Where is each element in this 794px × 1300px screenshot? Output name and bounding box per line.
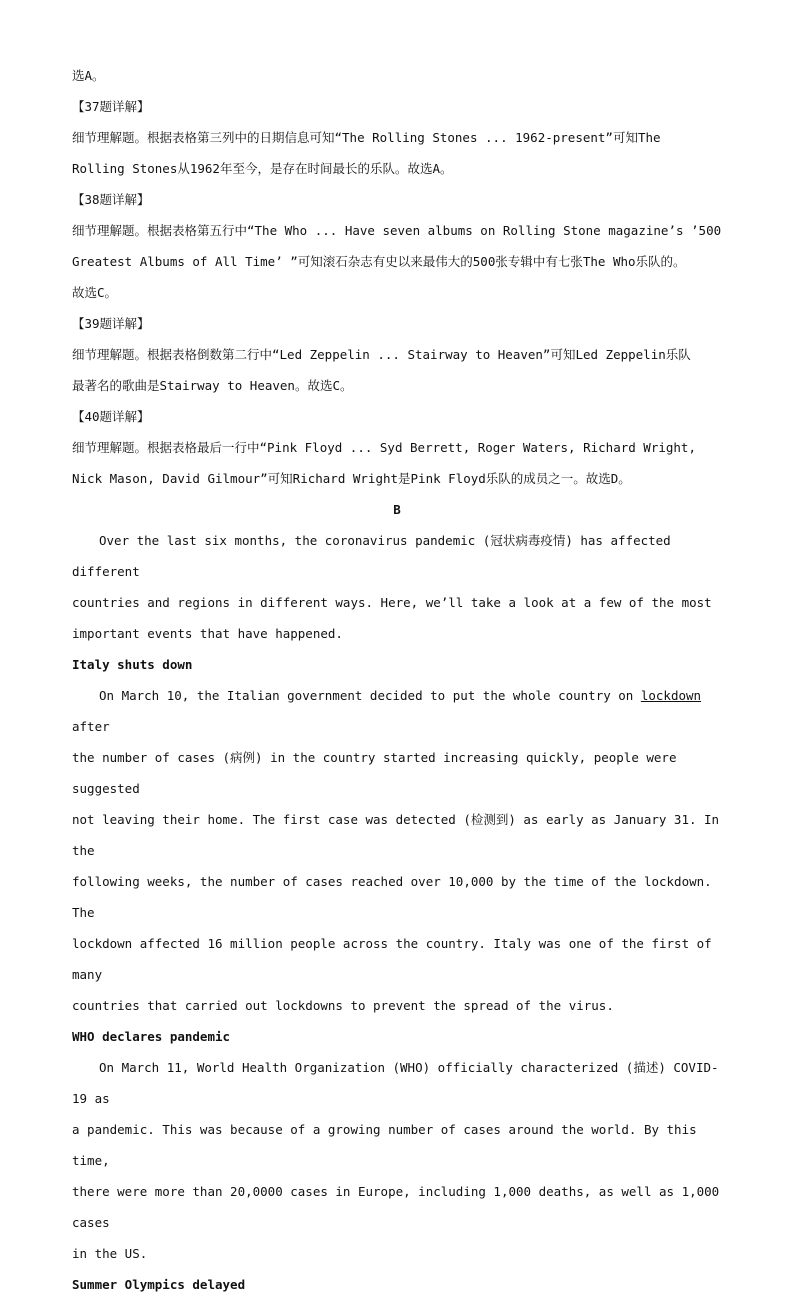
text-span: after	[72, 719, 110, 734]
text-line: Greatest Albums of All Time’ ”可知滚石杂志有史以来最伟大的500张专辑中有七张The Who乐队的。	[72, 254, 686, 269]
text-line: 选A。	[72, 68, 105, 83]
question-heading: 【39题详解】	[72, 316, 150, 331]
question-heading: 【38题详解】	[72, 192, 150, 207]
paragraph-line: in the US.	[72, 1246, 148, 1261]
paragraph-line: On March 11, World Health Organization (WHO) officially characterized (描述) COVID-19 as	[72, 1060, 719, 1106]
section-heading-olympics: Summer Olympics delayed	[72, 1277, 246, 1292]
paragraph-line: there were more than 20,0000 cases in Europe, including 1,000 deaths, as well as 1,000 cases	[72, 1184, 720, 1230]
paragraph-line: a pandemic. This was because of a growing number of cases around the world. By this time,	[72, 1122, 697, 1168]
text-line: 细节理解题。根据表格第三列中的日期信息可知“The Rolling Stones ... 1962-present”可知The	[72, 130, 661, 145]
text-line: 细节理解题。根据表格第五行中“The Who ... Have seven albums on Rolling Stone magazine’s ’500	[72, 223, 722, 238]
underlined-word: lockdown	[640, 688, 702, 703]
text-line: 细节理解题。根据表格倒数第二行中“Led Zeppelin ... Stairway to Heaven”可知Led Zeppelin乐队	[72, 347, 691, 362]
intro-line: countries and regions in different ways. Here, we’ll take a look at a few of the most	[72, 595, 712, 610]
text-span: On March 10, the Italian government decided to put the whole country on	[99, 688, 641, 703]
paragraph-line	[72, 680, 722, 742]
text-line: 细节理解题。根据表格最后一行中“Pink Floyd ... Syd Berrett, Roger Waters, Richard Wright,	[72, 440, 696, 455]
paragraph-line: the number of cases (病例) in the country started increasing quickly, people were suggested	[72, 750, 677, 796]
question-heading: 【37题详解】	[72, 99, 150, 114]
paragraph-line: not leaving their home. The first case was detected (检测到) as early as January 31. In the	[72, 812, 720, 858]
section-letter: B	[393, 502, 401, 517]
text-line: 最著名的歌曲是Stairway to Heaven。故选C。	[72, 378, 353, 393]
intro-line: important events that have happened.	[72, 626, 343, 641]
document-page	[72, 60, 722, 1300]
text-line: Rolling Stones从1962年至今，是存在时间最长的乐队。故选A。	[72, 161, 453, 176]
question-heading: 【40题详解】	[72, 409, 150, 424]
paragraph-line: lockdown affected 16 million people across the country. Italy was one of the first of many	[72, 936, 712, 982]
section-heading-who: WHO declares pandemic	[72, 1029, 231, 1044]
intro-line: Over the last six months, the coronavirus pandemic (冠状病毒疫情) has affected different	[72, 533, 671, 579]
paragraph-line: countries that carried out lockdowns to prevent the spread of the virus.	[72, 998, 614, 1013]
text-line: Nick Mason, David Gilmour”可知Richard Wright是Pink Floyd乐队的成员之一。故选D。	[72, 471, 631, 486]
paragraph-line: following weeks, the number of cases reached over 10,000 by the time of the lockdown. The	[72, 874, 712, 920]
section-heading-italy: Italy shuts down	[72, 657, 193, 672]
text-line: 故选C。	[72, 285, 118, 300]
